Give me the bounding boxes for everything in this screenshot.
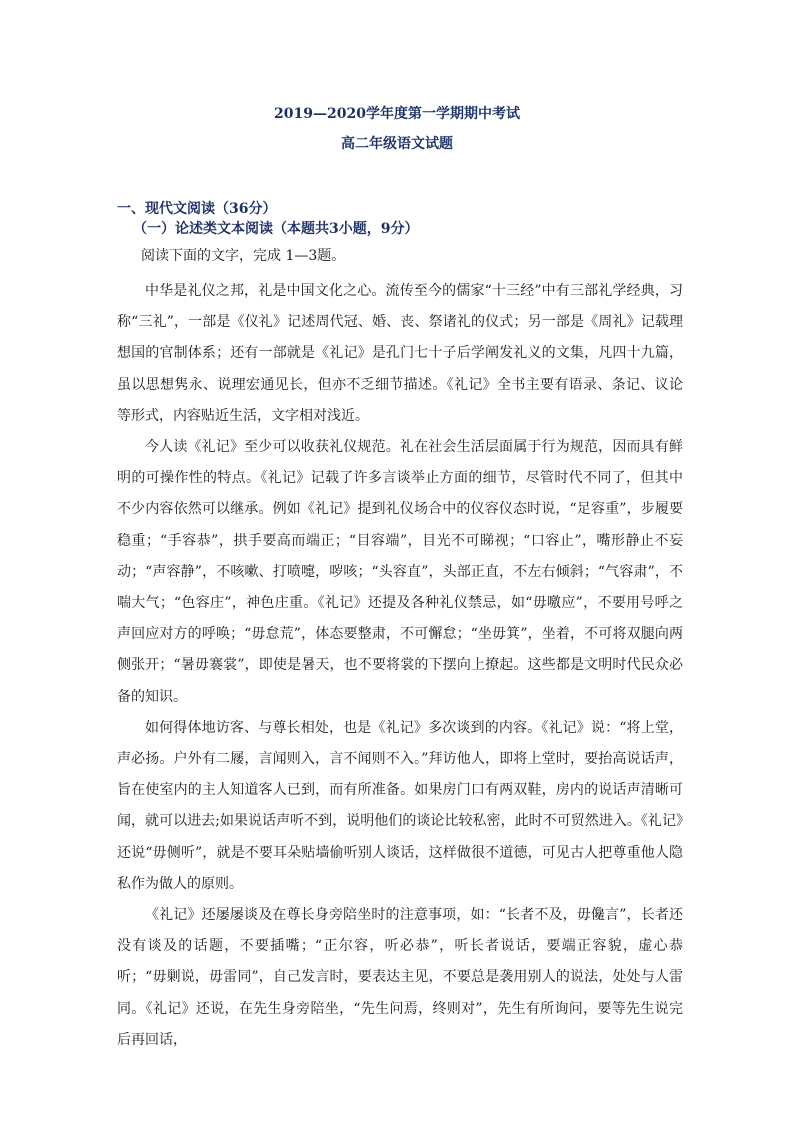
passage-paragraph: 《礼记》还屡屡谈及在尊长身旁陪坐时的注意事项，如：“长者不及，毋儳言”，长者还没有谈及的话题，不要插嘴；“正尔容，听必恭”，听长者说话，要端正容貌，虚心恭听；“毋剿说，毋雷同”，自己发言时，要表达主见，不要总是袭用别人的说法，处处与人雷同。《礼记》还说，在先生身旁陪坐，“先生问焉，终则对”，先生有所询问，要等先生说完后再回话， xyxy=(117,907,683,1048)
passage-paragraph: 如何得体地访客、与尊长相处，也是《礼记》多次谈到的内容。《礼记》说：“将上堂，声必扬。户外有二屦，言闻则入，言不闻则不入。”拜访他人，即将上堂时，要抬高说话声，旨在使室内的主人知道客人已到，而有所准备。如果房门口有两双鞋，房内的说话声清晰可闻，就可以进去;如果说话声听不到，说明他们的谈论比较私密，此时不可贸然进入。《礼记》还说“毋侧听”，就是不要耳朵贴墙偷听别人谈话，这样做很不道德，可见古人把尊重他人隐私作为做人的原则。 xyxy=(117,719,683,892)
exam-title: 2019—2020学年度第一学期期中考试 xyxy=(274,106,520,122)
reading-instruction: 阅读下面的文字，完成 1—3题。 xyxy=(141,248,346,264)
section-heading: 一、现代文阅读（36分） xyxy=(117,201,277,217)
passage-paragraph: 中华是礼仪之邦，礼是中国文化之心。流传至今的儒家“十三经”中有三部礼学经典，习称“三礼”，一部是《仪礼》记述周代冠、婚、丧、祭诸礼的仪式；另一部是《周礼》记载理想国的官制体系；还有一部就是《礼记》是孔门七十子后学阐发礼义的文集，凡四十九篇，虽以思想隽永、说理宏通见长，但亦不乏细节描述。《礼记》全书主要有语录、条记、议论等形式，内容贴近生活，文字相对浅近。 xyxy=(117,283,683,424)
subsection-heading: （一）论述类文本阅读（本题共3小题，9分） xyxy=(133,221,419,237)
passage-body xyxy=(117,276,683,1056)
passage-paragraph: 今人读《礼记》至少可以收获礼仪规范。礼在社会生活层面属于行为规范，因而具有鲜明的可操作性的特点。《礼记》记载了许多言谈举止方面的细节，尽管时代不同了，但其中不少内容依然可以继承。例如《礼记》提到礼仪场合中的仪容仪态时说，“足容重”，步履要稳重；“手容恭”，拱手要高而端正；“目容端”，目光不可睇视；“口容止”，嘴形静止不妄动；“声容静”，不咳嗽、打喷嚏，哕咳；“头容直”，头部正直，不左右倾斜；“气容肃”，不喘大气；“色容庄”，神色庄重。《礼记》还提及各种礼仪禁忌，如“毋噭应”，不要用号呼之声回应对方的呼唤；“毋怠荒”，体态要整肃，不可懈怠；“坐毋箕”，坐着，不可将双腿向两侧张开；“暑毋褰裳”，即使是暑天，也不要将裳的下摆向上撩起。这些都是文明时代民众必备的知识。 xyxy=(117,439,683,705)
exam-subtitle: 高二年级语文试题 xyxy=(341,136,453,152)
